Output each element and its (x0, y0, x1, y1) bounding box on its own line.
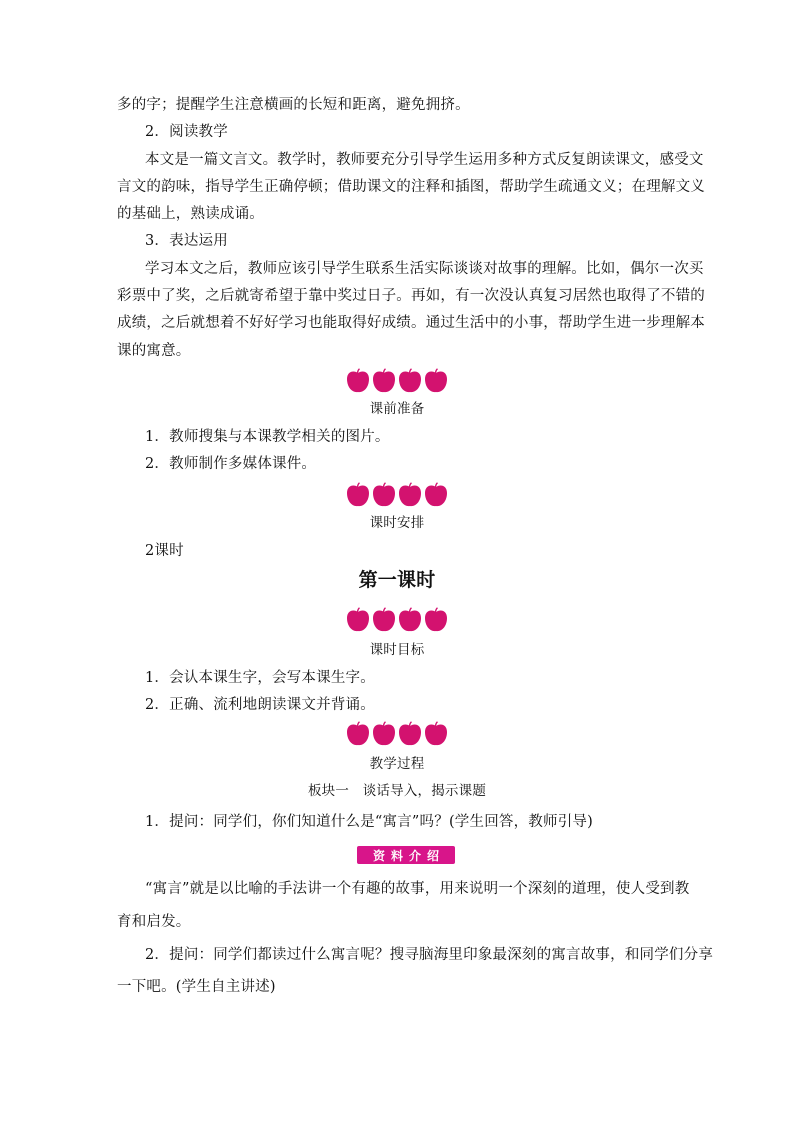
schedule-text: 2课时 (145, 543, 184, 559)
apple-icon (346, 607, 370, 633)
question-2: 2．提问：同学们都读过什么寓言呢？搜寻脑海里印象最深刻的寓言故事，和同学们分享 (145, 947, 714, 963)
body-text-line: 多的字；提醒学生注意横画的长短和距离，避免拥挤。 (117, 97, 470, 113)
body-text-line: 成绩，之后就想着不好好学习也能取得好成绩。通过生活中的小事，帮助学生进一步理解本 (117, 315, 705, 331)
block-title: 板块一 谈话导入，揭示课题 (307, 783, 487, 799)
apple-divider (0, 607, 794, 633)
apple-icon (372, 482, 396, 508)
apple-icon (398, 607, 422, 633)
lesson-title: 第一课时 (358, 569, 436, 591)
apple-icon (372, 607, 396, 633)
body-text-line: 彩票中了奖，之后就寄希望于靠中奖过日子。再如，有一次没认真复习居然也取得了不错的 (117, 288, 705, 304)
list-item: 1．教师搜集与本课教学相关的图片。 (145, 429, 390, 445)
apple-divider (0, 721, 794, 747)
subheading-reading: 2．阅读教学 (145, 124, 228, 140)
info-text-line: 育和启发。 (117, 914, 191, 930)
apple-icon (424, 368, 448, 394)
question-1: 1．提问：同学们，你们知道什么是“寓言”吗？(学生回答，教师引导) (145, 814, 593, 830)
info-text-line: “寓言”就是以比喻的手法讲一个有趣的故事，用来说明一个深刻的道理，使人受到教 (145, 881, 690, 897)
apple-divider (0, 368, 794, 394)
section-title-process: 教学过程 (369, 756, 425, 772)
body-text-line: 学习本文之后，教师应该引导学生联系生活实际谈谈对故事的理解。比如，偶尔一次买 (145, 261, 704, 277)
section-title-prep: 课前准备 (369, 401, 425, 417)
apple-icon (372, 368, 396, 394)
apple-icon (424, 607, 448, 633)
body-text-line: 本文是一篇文言文。教学时，教师要充分引导学生运用多种方式反复朗读课文，感受文 (145, 152, 704, 168)
section-title-schedule: 课时安排 (369, 515, 425, 531)
question-2-cont: 一下吧。(学生自主讲述) (117, 979, 276, 995)
apple-icon (372, 721, 396, 747)
apple-icon (398, 482, 422, 508)
apple-divider (0, 482, 794, 508)
body-text-line: 的基础上，熟读成诵。 (117, 206, 264, 222)
apple-icon (398, 721, 422, 747)
apple-icon (346, 721, 370, 747)
body-text-line: 课的寓意。 (117, 343, 191, 359)
info-badge (357, 846, 455, 864)
apple-icon (346, 368, 370, 394)
apple-icon (346, 482, 370, 508)
apple-icon (424, 721, 448, 747)
section-title-goals: 课时目标 (369, 642, 425, 658)
apple-icon (424, 482, 448, 508)
info-badge-label: 资料介绍 (357, 846, 455, 864)
subheading-expression: 3．表达运用 (145, 233, 228, 249)
body-text-line: 言文的韵味，指导学生正确停顿；借助课文的注释和插图，帮助学生疏通文义；在理解文义 (117, 179, 705, 195)
list-item: 2．教师制作多媒体课件。 (145, 456, 317, 472)
apple-icon (398, 368, 422, 394)
list-item: 1．会认本课生字，会写本课生字。 (145, 670, 375, 686)
list-item: 2．正确、流利地朗读课文并背诵。 (145, 697, 375, 713)
